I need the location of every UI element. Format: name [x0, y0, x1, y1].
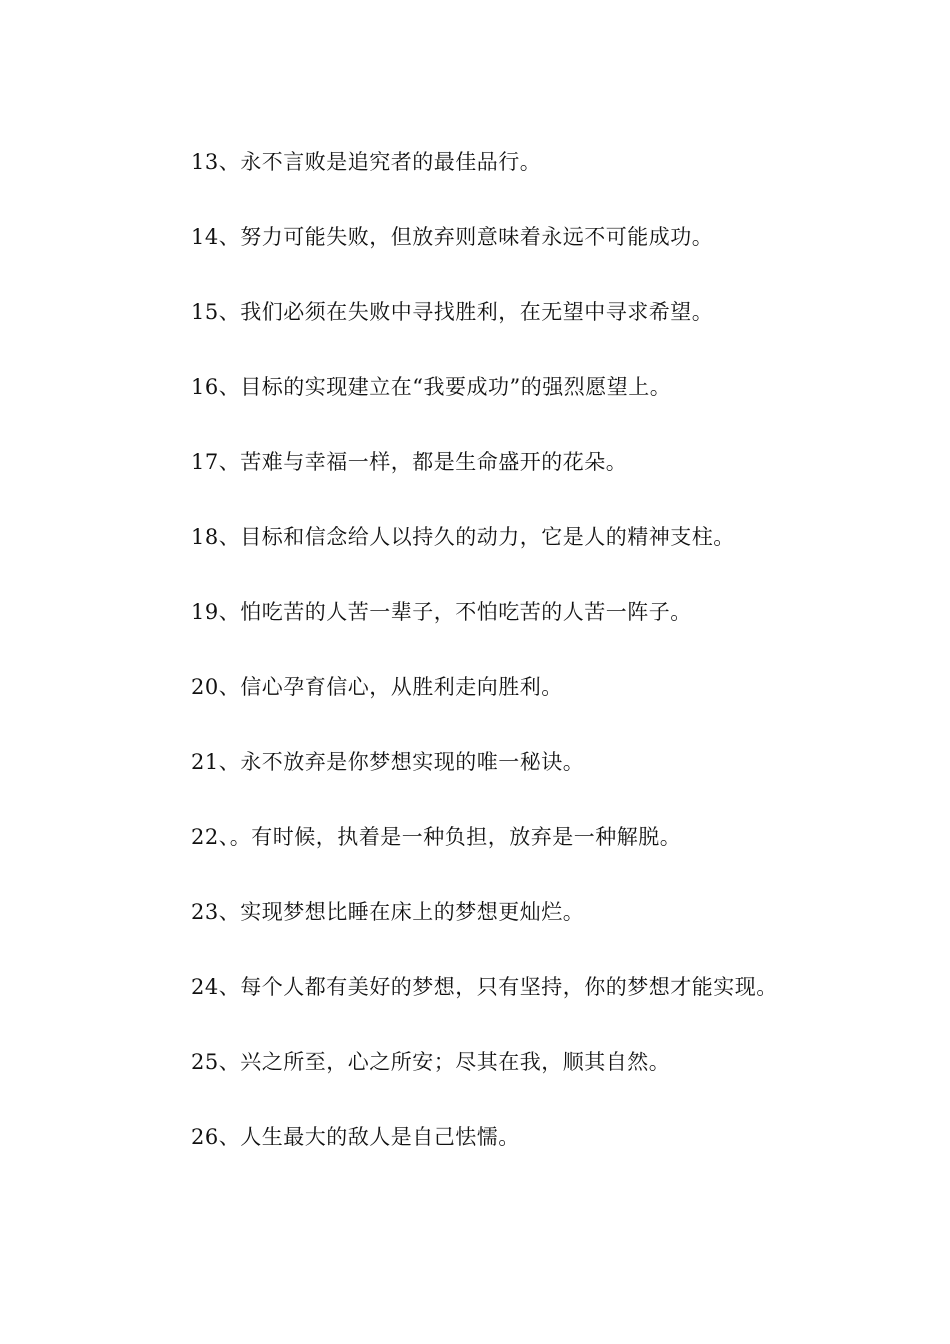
quote-paragraph-17: 17、苦难与幸福一样，都是生命盛开的花朵。	[191, 450, 628, 474]
quote-paragraph-23: 23、实现梦想比睡在床上的梦想更灿烂。	[191, 900, 585, 924]
quote-paragraph-19: 19、怕吃苦的人苦一辈子，不怕吃苦的人苦一阵子。	[191, 600, 692, 624]
quote-paragraph-15: 15、我们必须在失败中寻找胜利，在无望中寻求希望。	[191, 300, 714, 324]
quote-paragraph-20: 20、信心孕育信心，从胜利走向胜利。	[191, 675, 563, 699]
quote-list	[143, 125, 813, 1175]
quote-paragraph-22: 22、。有时候，执着是一种负担，放弃是一种解脱。	[191, 825, 682, 849]
quote-paragraph-14: 14、努力可能失败，但放弃则意味着永远不可能成功。	[191, 225, 714, 249]
quote-paragraph-24: 24、每个人都有美好的梦想，只有坚持，你的梦想才能实现。	[191, 975, 778, 999]
quote-paragraph-16: 16、目标的实现建立在“我要成功”的强烈愿望上。	[191, 375, 672, 399]
quote-paragraph-26: 26、人生最大的敌人是自己怯懦。	[191, 1125, 520, 1149]
quote-paragraph-18: 18、目标和信念给人以持久的动力，它是人的精神支柱。	[191, 525, 735, 549]
quote-paragraph-13: 13、永不言败是追究者的最佳品行。	[191, 150, 542, 174]
quote-paragraph-25: 25、兴之所至，心之所安；尽其在我，顺其自然。	[191, 1050, 671, 1074]
quote-paragraph-21: 21、永不放弃是你梦想实现的唯一秘诀。	[191, 750, 585, 774]
